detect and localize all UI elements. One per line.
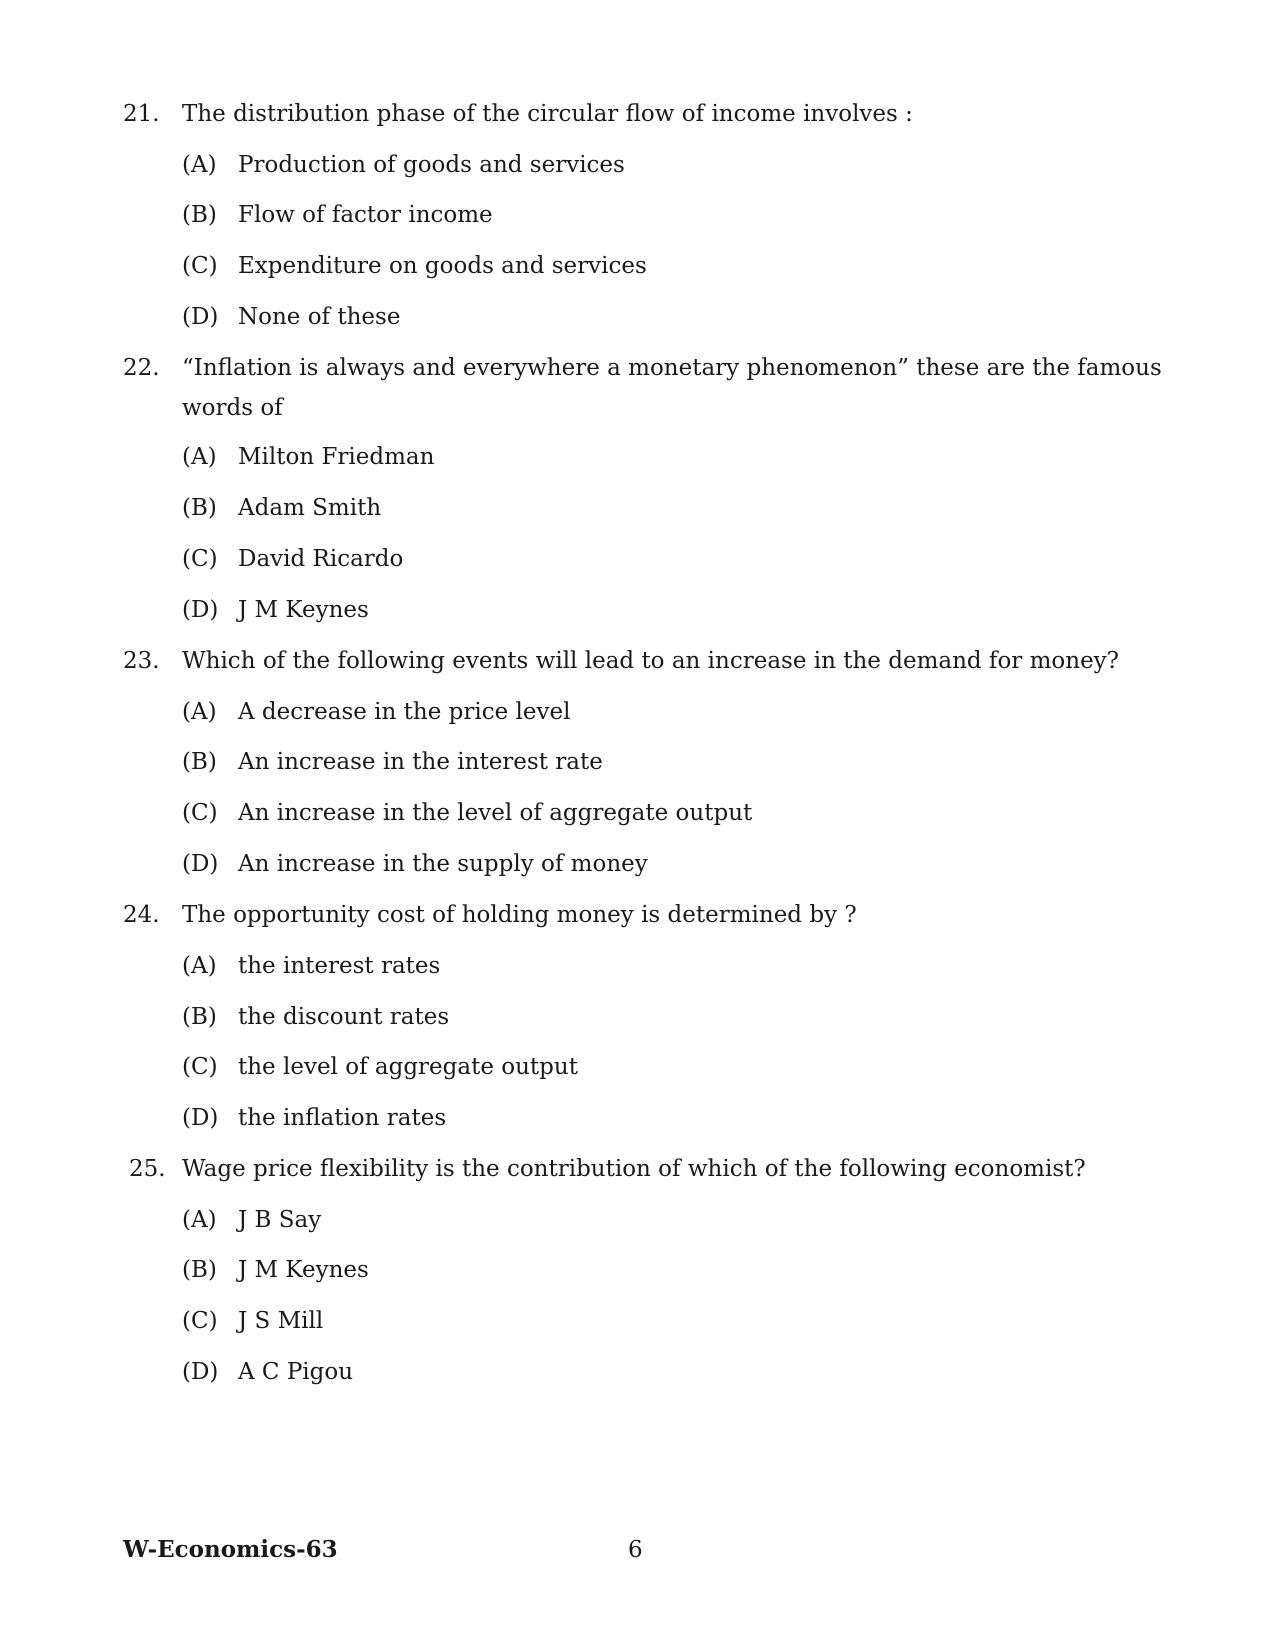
option-letter: (D)	[182, 597, 219, 623]
option-text: None of these	[238, 304, 401, 330]
option-text: the discount rates	[238, 1004, 450, 1030]
option-text: the inflation rates	[238, 1105, 447, 1131]
option-text: the interest rates	[238, 953, 441, 979]
option-c	[182, 1047, 578, 1087]
option-letter: (A)	[182, 953, 217, 979]
option-letter: (C)	[182, 1308, 218, 1334]
option-letter: (A)	[182, 444, 217, 470]
question-text: The distribution phase of the circular flow of income involves :	[182, 101, 913, 127]
option-a	[182, 692, 570, 732]
question-text: The opportunity cost of holding money is determined by ?	[182, 902, 857, 928]
option-d	[182, 297, 400, 337]
option-text: Flow of factor income	[238, 202, 493, 228]
option-b	[182, 195, 493, 235]
option-text: the level of aggregate output	[238, 1054, 578, 1080]
option-letter: (A)	[182, 699, 217, 725]
question-text: Wage price flexibility is the contribution of which of the following economist?	[182, 1156, 1086, 1182]
option-letter: (C)	[182, 1054, 218, 1080]
option-c	[182, 793, 752, 833]
question-text: Which of the following events will lead to an increase in the demand for money?	[182, 648, 1120, 674]
question-number: 22.	[123, 355, 160, 381]
option-text: David Ricardo	[238, 546, 404, 572]
option-letter: (C)	[182, 253, 218, 279]
option-a	[182, 1200, 321, 1240]
option-b	[182, 742, 603, 782]
page-number: 6	[628, 1537, 643, 1563]
option-letter: (B)	[182, 749, 217, 775]
option-text: An increase in the level of aggregate output	[238, 800, 753, 826]
option-text: Production of goods and services	[238, 152, 625, 178]
option-text: Milton Friedman	[238, 444, 435, 470]
option-letter: (D)	[182, 1359, 219, 1385]
option-b	[182, 1250, 369, 1290]
option-letter: (B)	[182, 1004, 217, 1030]
paper-code: W-Economics-63	[123, 1536, 338, 1563]
question-text: “Inflation is always and everywhere a monetary phenomenon” these are the famous words of	[182, 355, 1162, 421]
question-number: 25.	[129, 1156, 166, 1182]
option-b	[182, 488, 381, 528]
option-text: An increase in the interest rate	[238, 749, 603, 775]
option-c	[182, 1301, 323, 1341]
option-b	[182, 997, 449, 1037]
option-text: Adam Smith	[238, 495, 382, 521]
option-text: J S Mill	[238, 1308, 324, 1334]
option-letter: (B)	[182, 202, 217, 228]
option-letter: (B)	[182, 1257, 217, 1283]
question-number: 24.	[123, 902, 160, 928]
option-text: J M Keynes	[238, 1257, 369, 1283]
option-a	[182, 946, 440, 986]
option-text: Expenditure on goods and services	[238, 253, 647, 279]
option-letter: (D)	[182, 851, 219, 877]
option-d	[182, 1098, 446, 1138]
option-a	[182, 145, 625, 185]
option-text: J M Keynes	[238, 597, 369, 623]
option-letter: (A)	[182, 1207, 217, 1233]
option-text: A decrease in the price level	[238, 699, 571, 725]
option-letter: (C)	[182, 546, 218, 572]
option-text: A C Pigou	[238, 1359, 354, 1385]
option-text: An increase in the supply of money	[238, 851, 648, 877]
option-letter: (C)	[182, 800, 218, 826]
option-a	[182, 437, 434, 477]
option-c	[182, 539, 403, 579]
option-d	[182, 844, 648, 884]
option-c	[182, 246, 647, 286]
option-d	[182, 590, 369, 630]
question-number: 23.	[123, 648, 160, 674]
option-letter: (B)	[182, 495, 217, 521]
option-letter: (D)	[182, 1105, 219, 1131]
option-letter: (A)	[182, 152, 217, 178]
option-text: J B Say	[238, 1207, 322, 1233]
option-letter: (D)	[182, 304, 219, 330]
question-number: 21.	[123, 101, 160, 127]
option-d	[182, 1352, 353, 1392]
